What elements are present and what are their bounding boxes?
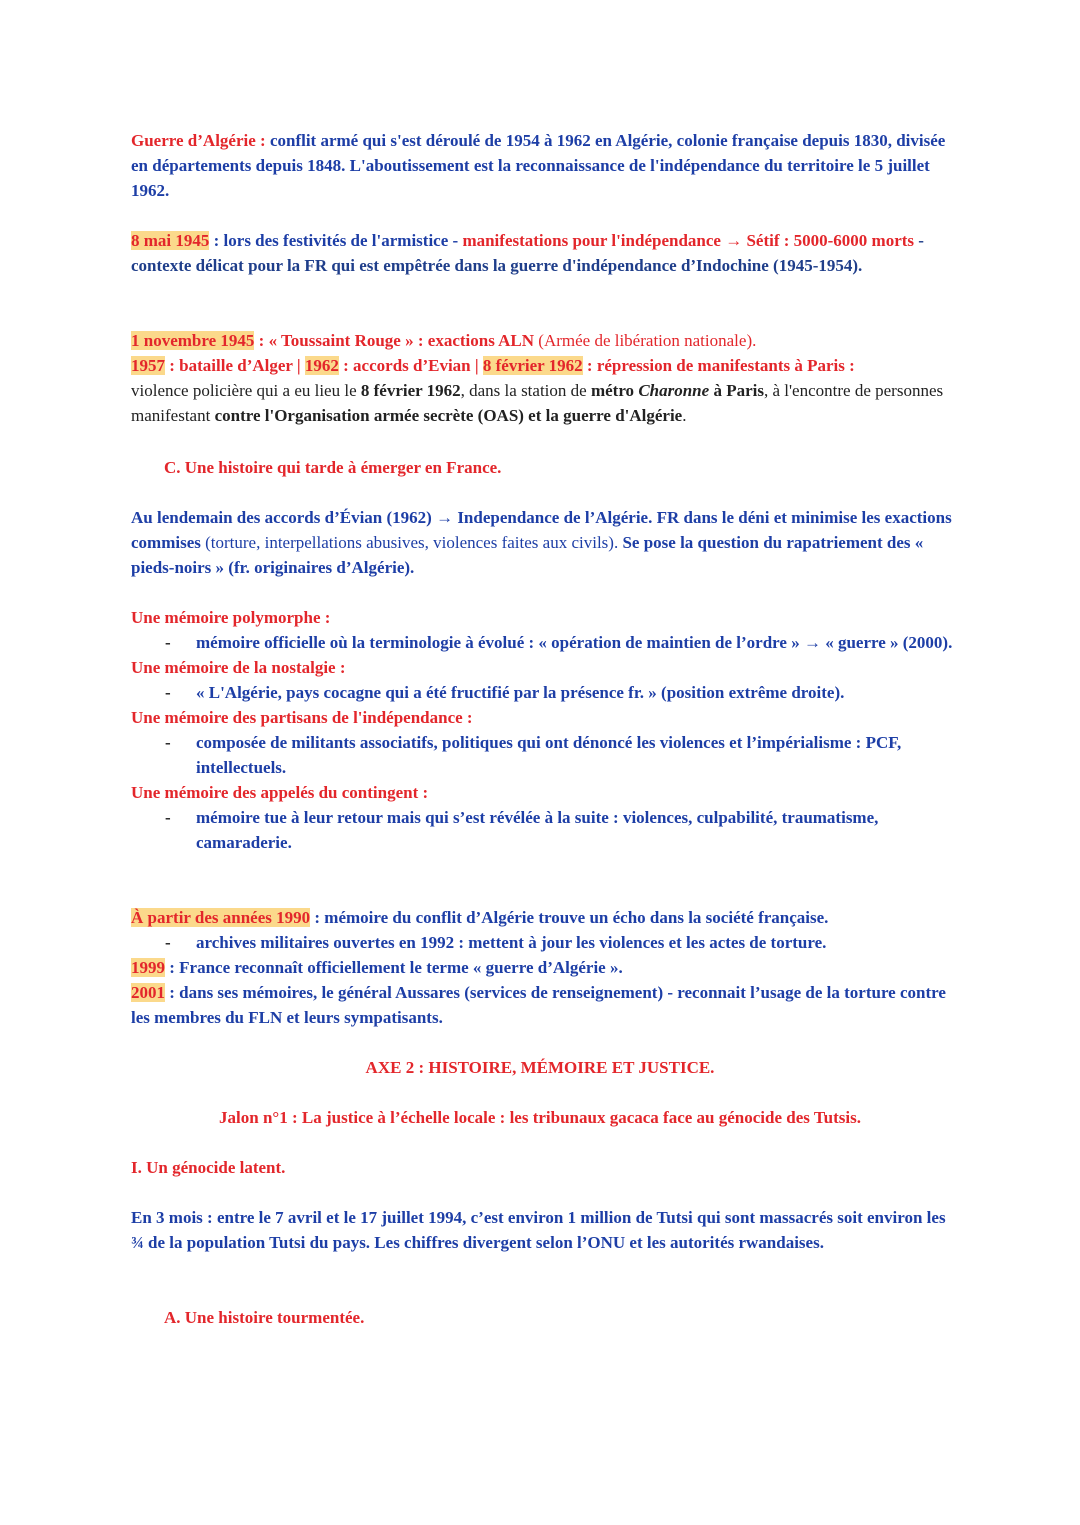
mai-1945-text-3: - contexte délicat pour la FR qui est empêtrée dans la guerre d'indépendance d’Indochine (1945-1954). [131, 231, 924, 275]
mai-1945-text-1: : lors des festivités de l'armistice - [209, 231, 463, 250]
events-text: » : exactions ALN [400, 331, 535, 350]
events-text: : bataille d’Alger | [165, 356, 305, 375]
date-highlight: 1957 [131, 356, 165, 375]
memoire-item: - composée de militants associatifs, politiques qui ont dénoncé les violences et l’impérialisme : PCF, intellectuels. [131, 730, 961, 780]
annee-2001-text: : dans ses mémoires, le général Aussares (services de renseignement) - reconnait l’usage de la torture contre les membres du FLN et leurs sympatisants. [131, 983, 946, 1027]
section-a-heading: A. Une histoire tourmentée. [164, 1308, 365, 1327]
date-highlight: 1999 [131, 958, 165, 977]
date-highlight: 8 février 1962 [482, 356, 583, 375]
events-paragraph [131, 328, 961, 428]
charonne-text-part: . [682, 406, 687, 425]
date-highlight: 1962 [304, 356, 339, 375]
section-c-heading: C. Une histoire qui tarde à émerger en France. [164, 458, 502, 477]
section-1-heading: I. Un génocide latent. [131, 1158, 286, 1177]
memoire-title: Une mémoire de la nostalgie : [131, 658, 346, 677]
date-highlight: 2001 [131, 983, 165, 1002]
charonne-text-part: métro [590, 381, 639, 400]
charonne-text-part: à Paris [709, 381, 764, 400]
evian-text-3: Se pose la question du rapatriement des « pieds-noirs » (fr. originaires d’Algérie). [131, 533, 924, 577]
axe-2-heading: AXE 2 : HISTOIRE, MÉMOIRE ET JUSTICE. [365, 1058, 715, 1077]
evian-text-2: (torture, interpellations abusives, violences faites aux civils). [200, 533, 623, 552]
mai-1945-paragraph [131, 228, 961, 278]
date-highlight: À partir des années 1990 [131, 908, 311, 927]
date-highlight: 8 mai 1945 [131, 231, 210, 250]
genocide-paragraph: En 3 mois : entre le 7 avril et le 17 juillet 1994, c’est environ 1 million de Tutsi qui sont massacrés soit environ les ¾ de la population Tutsi du pays. Les chiffres divergent selon l’ONU et les autorités rwandaises. [131, 1208, 946, 1252]
algerie-text: conflit armé qui s'est déroulé de 1954 à 1962 en Algérie, colonie française depuis 1830, divisée en départements depuis 1848. L'aboutissement est la reconnaissance de l'indépendance du territoire le 5 juillet 1962. [131, 131, 946, 200]
annees-1990-paragraph [131, 905, 961, 1030]
algerie-definition [131, 128, 961, 203]
events-text: Toussaint Rouge [281, 331, 401, 350]
charonne-text-part: contre l'Organisation armée secrète (OAS) et la guerre d'Algérie [214, 406, 683, 425]
memoire-item: - « L'Algérie, pays cocagne qui a été fructifié par la présence fr. » (position extrême droite). [131, 680, 961, 705]
charonne-text-part: Charonne [638, 381, 710, 400]
events-text: : accords d’Evian | [338, 356, 483, 375]
charonne-text-part: violence policière qui a eu lieu le [131, 381, 361, 400]
jalon-heading: Jalon n°1 : La justice à l’échelle locale : les tribunaux gacaca face au génocide des Tutsis. [219, 1108, 861, 1127]
charonne-text-part: 8 février 1962 [360, 381, 461, 400]
charonne-text-part: , dans la station de [460, 381, 591, 400]
evian-paragraph [131, 505, 961, 580]
mai-1945-text-2: manifestations pour l'indépendance → Sétif : 5000-6000 morts [462, 231, 915, 250]
charonne-text-part: , à l'encontre de personnes manifestant [131, 381, 944, 425]
memoire-item: - mémoire officielle où la terminologie à évolué : « opération de maintien de l’ordre » → « guerre » (2000). [131, 630, 961, 655]
events-text: : répression de manifestants à Paris : [582, 356, 855, 375]
memoire-item: - mémoire tue à leur retour mais qui s’est révélée à la suite : violences, culpabilité, traumatisme, camaraderie. [131, 805, 961, 855]
events-text: (Armée de libération nationale). [534, 331, 757, 350]
events-text: : « [254, 331, 282, 350]
charonne-text [131, 378, 961, 428]
archives-item: - archives militaires ouvertes en 1992 : mettent à jour les violences et les actes de torture. [131, 930, 961, 955]
memoire-title: Une mémoire des appelés du contingent : [131, 783, 429, 802]
memoires-list [131, 605, 961, 855]
evian-text-1: Au lendemain des accords d’Évian (1962) → Independance de l’Algérie. FR dans le déni et minimise les exactions commises [131, 508, 952, 552]
annees-1990-text: : mémoire du conflit d’Algérie trouve un écho dans la société française. [310, 908, 829, 927]
algerie-term: Guerre d’Algérie : [131, 131, 266, 150]
annee-1999-text: : France reconnaît officiellement le terme « guerre d’Algérie ». [165, 958, 623, 977]
date-highlight: 1 novembre 1945 [131, 331, 255, 350]
memoire-title: Une mémoire polymorphe : [131, 608, 331, 627]
memoire-title: Une mémoire des partisans de l'indépendance : [131, 708, 473, 727]
